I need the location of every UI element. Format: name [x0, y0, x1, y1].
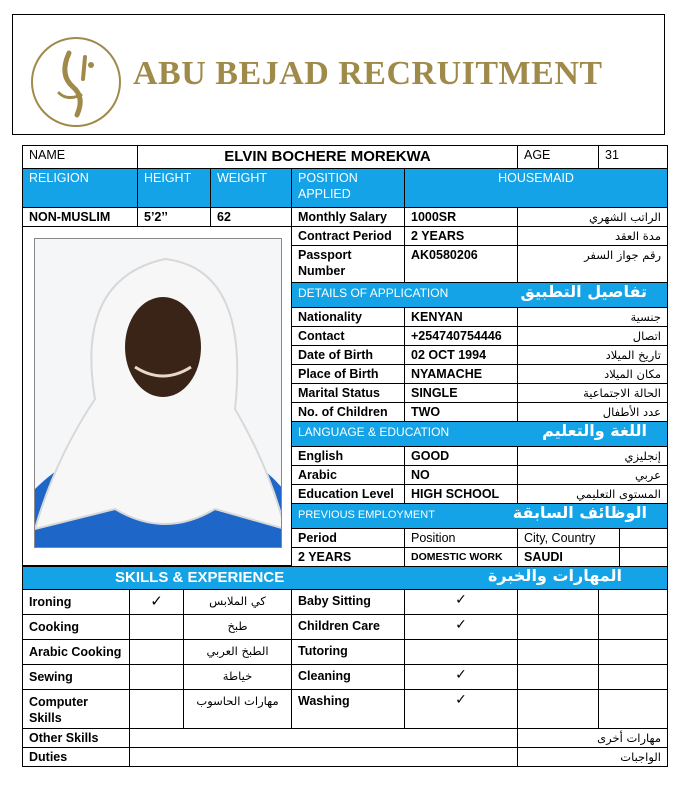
application-row-label: No. of Children	[291, 402, 405, 422]
skill-check-icon[interactable]	[129, 664, 184, 690]
period-value: 2 YEARS	[404, 226, 518, 246]
employment-title: PREVIOUS EMPLOYMENT	[298, 509, 435, 521]
language-row-value: NO	[404, 465, 518, 485]
weight-label: WEIGHT	[210, 168, 292, 208]
skill-check-icon[interactable]: ✓	[404, 664, 518, 690]
skill-check-icon[interactable]	[129, 639, 184, 665]
employment-location-label: City, Country	[517, 528, 620, 548]
weight-value: 62	[210, 207, 292, 227]
application-row-arabic: عدد الأطفال	[517, 402, 668, 422]
application-row-arabic: جنسية	[517, 307, 668, 327]
employment-location-value: SAUDI	[517, 547, 620, 567]
language-row-arabic: المستوى التعليمي	[517, 484, 668, 504]
language-row-value: GOOD	[404, 446, 518, 466]
skill-check-icon[interactable]: ✓	[404, 689, 518, 729]
position-label: POSITION APPLIED	[291, 168, 405, 208]
skill-arabic: مهارات الحاسوب	[183, 689, 292, 729]
brand-name: ABU BEJAD RECRUITMENT	[133, 55, 603, 92]
application-title: DETAILS OF APPLICATION	[298, 286, 449, 300]
employment-position-label: Position	[404, 528, 518, 548]
other-skills-arabic: مهارات أخرى	[517, 728, 668, 748]
skill-check-icon[interactable]	[129, 689, 184, 729]
skills-section-header	[22, 566, 668, 590]
application-row-value: +254740754446	[404, 326, 518, 346]
application-row-arabic: مكان الميلاد	[517, 364, 668, 384]
skill-check-icon[interactable]	[404, 639, 518, 665]
application-row-label: Contact	[291, 326, 405, 346]
language-section-header	[291, 421, 668, 447]
skill-label: Washing	[291, 689, 405, 729]
application-row-value: SINGLE	[404, 383, 518, 403]
skill-check-icon[interactable]: ✓	[129, 589, 184, 615]
skill-empty-cell	[517, 614, 599, 640]
period-label: Contract Period	[291, 226, 405, 246]
passport-value: AK0580206	[404, 245, 518, 283]
employment-position-value: DOMESTIC WORK	[404, 547, 518, 567]
skill-label: Tutoring	[291, 639, 405, 665]
height-value: 5’2’’	[137, 207, 211, 227]
employment-period-label: Period	[291, 528, 405, 548]
skill-empty-cell	[517, 689, 599, 729]
other-skills-value[interactable]	[129, 728, 518, 748]
skill-label: Arabic Cooking	[22, 639, 130, 665]
skill-label: Cooking	[22, 614, 130, 640]
skills-title-arabic: المهارات والخبرة	[487, 566, 622, 585]
application-row-arabic: تاريخ الميلاد	[517, 345, 668, 365]
application-row-value: NYAMACHE	[404, 364, 518, 384]
skill-check-icon[interactable]	[129, 614, 184, 640]
application-row-arabic: اتصال	[517, 326, 668, 346]
position-value: HOUSEMAID	[404, 168, 668, 208]
skill-arabic: طبخ	[183, 614, 292, 640]
application-section-header	[291, 282, 668, 308]
application-row-value: TWO	[404, 402, 518, 422]
passport-arabic: رقم جواز السفر	[517, 245, 668, 283]
application-row-value: KENYAN	[404, 307, 518, 327]
skill-empty-cell	[598, 639, 668, 665]
language-row-label: Education Level	[291, 484, 405, 504]
duties-label: Duties	[22, 747, 130, 767]
passport-label: Passport Number	[291, 245, 405, 283]
application-row-label: Date of Birth	[291, 345, 405, 365]
skill-arabic: الطبخ العربي	[183, 639, 292, 665]
language-row-label: Arabic	[291, 465, 405, 485]
age-label: AGE	[517, 145, 599, 169]
duties-value[interactable]	[129, 747, 518, 767]
skill-label: Computer Skills	[22, 689, 130, 729]
skill-label: Sewing	[22, 664, 130, 690]
calligraphy-logo-icon	[29, 35, 123, 129]
language-row-arabic: عربي	[517, 465, 668, 485]
language-title-arabic: اللغة والتعليم	[542, 421, 647, 440]
period-arabic: مدة العقد	[517, 226, 668, 246]
salary-value: 1000SR	[404, 207, 518, 227]
duties-arabic: الواجبات	[517, 747, 668, 767]
language-row-arabic: إنجليزي	[517, 446, 668, 466]
skills-title: SKILLS & EXPERIENCE	[115, 569, 285, 586]
skill-check-icon[interactable]: ✓	[404, 589, 518, 615]
skill-arabic: كي الملابس	[183, 589, 292, 615]
letterhead	[12, 14, 665, 135]
other-skills-label: Other Skills	[22, 728, 130, 748]
candidate-photo	[34, 238, 282, 548]
employment-period-value: 2 YEARS	[291, 547, 405, 567]
skill-empty-cell	[598, 664, 668, 690]
skill-label: Baby Sitting	[291, 589, 405, 615]
skill-label: Ironing	[22, 589, 130, 615]
name-label: NAME	[22, 145, 138, 169]
language-title: LANGUAGE & EDUCATION	[298, 425, 450, 439]
skill-empty-cell	[517, 639, 599, 665]
skill-empty-cell	[517, 589, 599, 615]
application-row-arabic: الحالة الاجتماعية	[517, 383, 668, 403]
application-row-label: Marital Status	[291, 383, 405, 403]
skill-label: Children Care	[291, 614, 405, 640]
language-row-label: English	[291, 446, 405, 466]
application-row-label: Place of Birth	[291, 364, 405, 384]
salary-label: Monthly Salary	[291, 207, 405, 227]
employment-title-arabic: الوظائف السابقة	[512, 503, 647, 522]
skill-check-icon[interactable]: ✓	[404, 614, 518, 640]
application-row-label: Nationality	[291, 307, 405, 327]
employment-empty-cell	[619, 547, 668, 567]
skill-empty-cell	[598, 614, 668, 640]
skill-empty-cell	[517, 664, 599, 690]
employment-section-header	[291, 503, 668, 529]
skill-label: Cleaning	[291, 664, 405, 690]
skill-empty-cell	[598, 689, 668, 729]
application-title-arabic: تفاصيل التطبيق	[520, 282, 647, 301]
language-row-value: HIGH SCHOOL	[404, 484, 518, 504]
employment-empty-cell	[619, 528, 668, 548]
application-row-value: 02 OCT 1994	[404, 345, 518, 365]
skill-empty-cell	[598, 589, 668, 615]
height-label: HEIGHT	[137, 168, 211, 208]
age-value: 31	[598, 145, 668, 169]
skill-arabic: خياطة	[183, 664, 292, 690]
religion-value: NON-MUSLIM	[22, 207, 138, 227]
salary-arabic: الراتب الشهري	[517, 207, 668, 227]
religion-label: RELIGION	[22, 168, 138, 208]
candidate-name: ELVIN BOCHERE MOREKWA	[137, 145, 518, 169]
